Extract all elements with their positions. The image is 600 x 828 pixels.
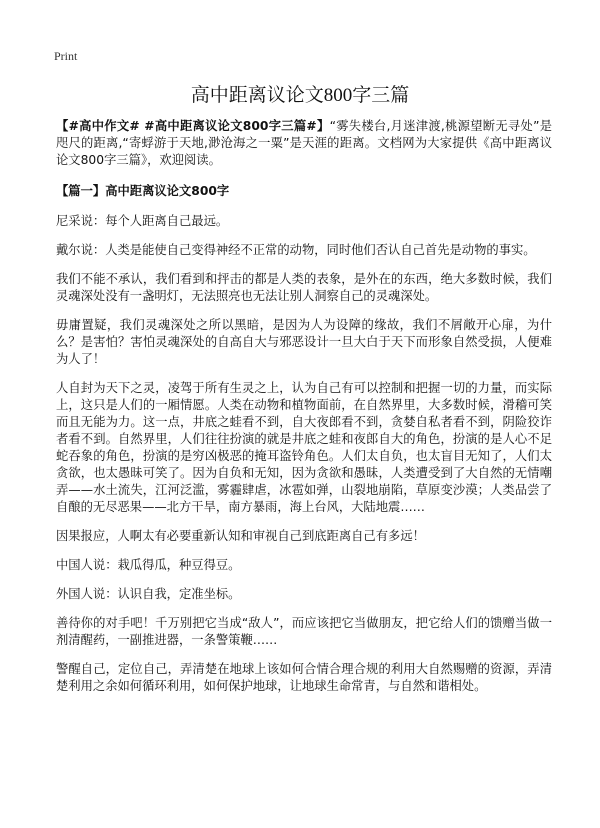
paragraph: 因果报应，人啊太有必要重新认知和审视自己到底距离自己有多远！	[56, 529, 425, 543]
paragraph: 戴尔说：人类是能使自己变得神经不正常的动物，同时他们否认自己首先是动物的事实。	[56, 243, 536, 257]
section-heading: 【篇一】高中距离议论文800字	[56, 184, 230, 198]
paragraph: 人自封为天下之灵，凌驾于所有生灵之上，认为自己有可以控制和把握一切的力量，而实际上，这只是人们的一厢情愿。人类在动物和植物面前，在自然界里，大多数时候，滑稽可笑而且无能为力。这一点，井底之蛙看不到，自大夜郎看不到，贪婪自私者看不到，阴险狡诈者看不到。自然界里，人们往往扮演的就是井底之蛙和夜郎自大的角色，扮演的是人心不足蛇吞象的角色，扮演的是穷凶极恶的掩耳盗铃角色。人们太自负，也太盲目无知了，人们太贪欲，也太愚昧可笑了。因为自负和无知，因为贪欲和愚昧，人类遭受到了大自然的无情嘲弄——水土流失，江河泛滥，雾霾肆虐，冰雹如弹，山裂地崩陷，草原变沙漠；人类品尝了自酿的无尽恶果——北方干旱，南方暴雨，海上台风，大陆地震……	[56, 381, 552, 514]
paragraph: 毋庸置疑，我们灵魂深处之所以黑暗，是因为人为设障的缘故，我们不屑敞开心扉，为什么？是害怕？害怕灵魂深处的自高自大与邪恶设计一旦大白于天下而形象自然受损，人便难为人了！	[56, 318, 552, 366]
paragraph: 外国人说：认识自我，定准坐标。	[56, 587, 241, 601]
intro-text: “雾失楼台,月迷津渡,桃源望断无寻处”是咫尺的距离,“寄蜉游于天地,渺沧海之一粟”是天涯的距离。文档网为大家提供《高中距离议论文800字三篇》，欢迎阅读。	[56, 119, 553, 167]
paragraph: 善待你的对手吧！千万别把它当成“敌人”，而应该把它当做朋友，把它给人们的馈赠当做一剂清醒药，一副推进器，一条警策鞭……	[56, 616, 552, 647]
paragraph: 尼采说：每个人距离自己最远。	[56, 214, 229, 228]
paragraph: 中国人说：栽瓜得瓜，种豆得豆。	[56, 558, 241, 572]
page-title: 高中距离议论文800字三篇	[190, 85, 410, 106]
print-link[interactable]: Print	[54, 49, 78, 63]
intro-tags: 【#高中作文# #高中距离议论文800字三篇#】	[56, 119, 330, 133]
article-body	[56, 118, 552, 707]
paragraph: 警醒自己，定位自己，弄清楚在地球上该如何合情合理合规的利用大自然赐赠的资源，弄清楚利用之余如何循环利用，如何保护地球，让地球生命常青，与自然和谐相处。	[56, 662, 552, 693]
paragraph: 我们不能不承认，我们看到和抨击的都是人类的表象，是外在的东西，绝大多数时候，我们灵魂深处没有一盏明灯，无法照亮也无法让别人洞察自己的灵魂深处。	[56, 272, 552, 303]
intro-paragraph	[56, 118, 552, 169]
